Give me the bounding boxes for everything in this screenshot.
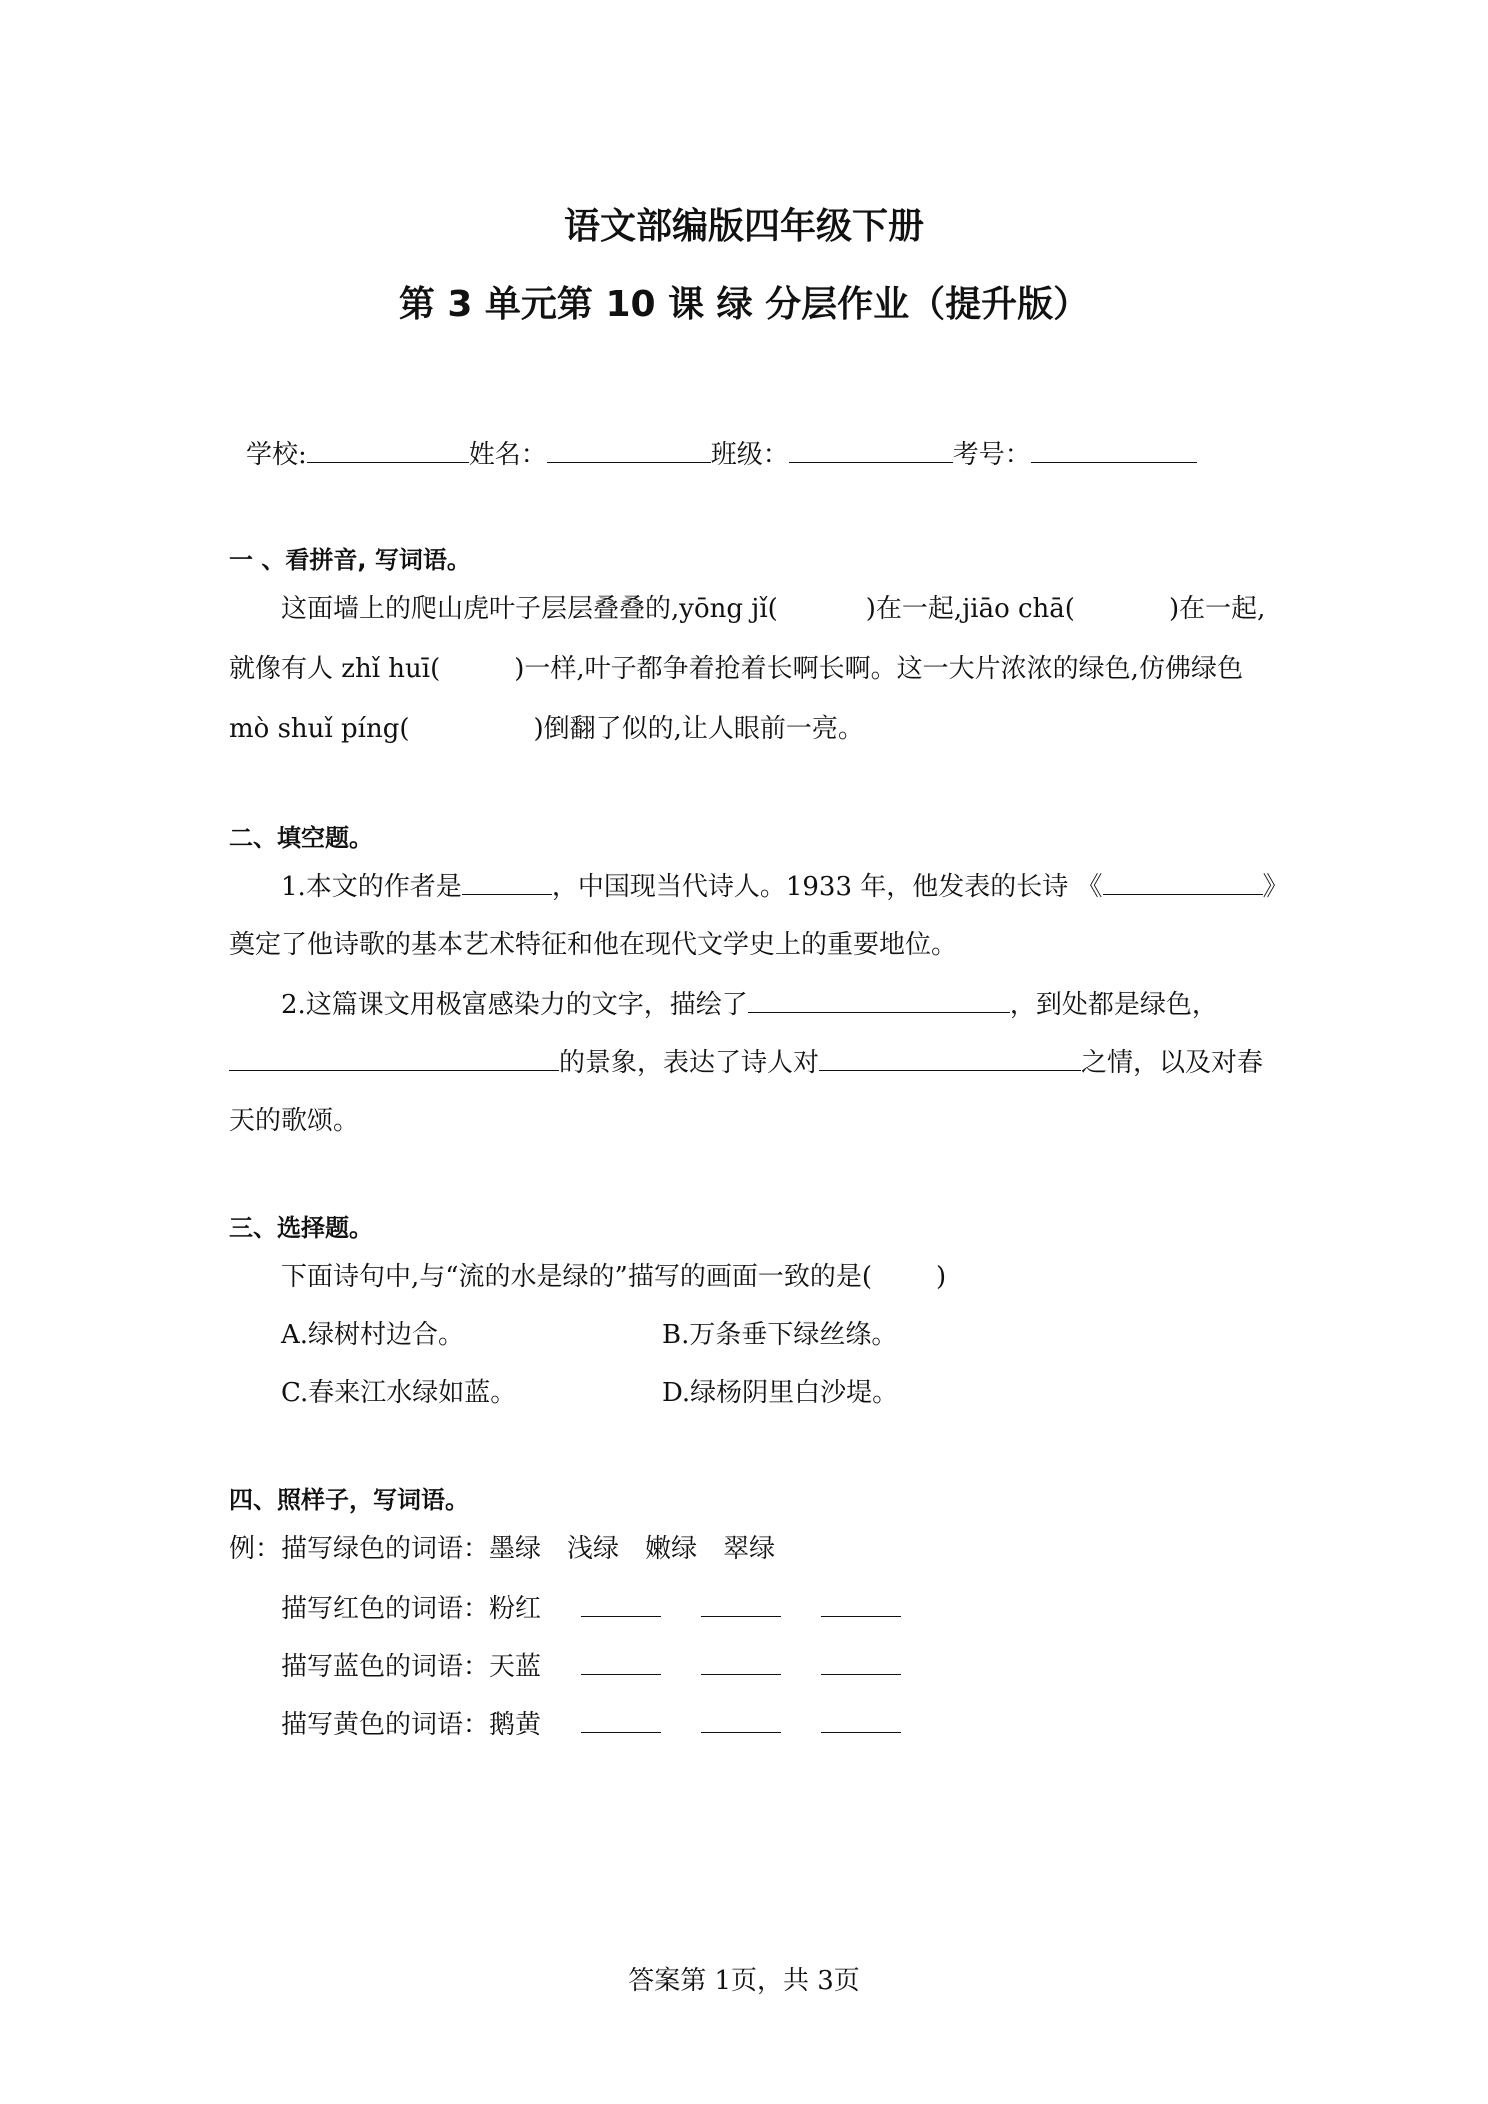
section2-q1: 1.本文的作者是 ，中国现当代诗人。1933 年，他发表的长诗 《 》	[281, 872, 1289, 902]
word-blank[interactable]	[581, 1652, 661, 1675]
poem-title-blank[interactable]	[1103, 870, 1263, 895]
option-b[interactable]: B.万条垂下绿丝绦。	[662, 1320, 898, 1350]
section1-line1: 这面墙上的爬山虎叶子层层叠叠的,yōng jǐ( )在一起,jiāo chā( )在一起,	[281, 594, 1266, 624]
exam-no-label: 考号：	[952, 440, 1031, 470]
section2-q1-line2: 奠定了他诗歌的基本艺术特征和他在现代文学史上的重要地位。	[229, 930, 958, 960]
word-blank[interactable]	[821, 1652, 901, 1675]
page-footer: 答案第 1页，共 3页	[628, 1966, 860, 1996]
page-title: 语文部编版四年级下册	[563, 206, 924, 247]
option-d[interactable]: D.绿杨阴里白沙堤。	[662, 1378, 899, 1408]
section1-line2: 就像有人 zhǐ huī( )一样,叶子都争着抢着长啊长啊。这一大片浓浓的绿色,仿佛绿色	[229, 654, 1243, 684]
school-blank[interactable]	[307, 438, 469, 463]
option-a[interactable]: A.绿树村边合。	[281, 1320, 465, 1350]
scene-blank[interactable]	[748, 988, 1010, 1013]
name-blank[interactable]	[547, 438, 711, 463]
word-blank[interactable]	[581, 1594, 661, 1617]
class-blank[interactable]	[789, 438, 953, 463]
word-blank[interactable]	[821, 1594, 901, 1617]
option-c[interactable]: C.春来江水绿如蓝。	[281, 1378, 517, 1408]
word-blank[interactable]	[701, 1594, 781, 1617]
description-blank[interactable]	[229, 1046, 559, 1071]
section2-q2-line3: 天的歌颂。	[229, 1106, 360, 1136]
word-blank[interactable]	[581, 1710, 661, 1733]
author-blank[interactable]	[462, 870, 552, 895]
word-blank[interactable]	[821, 1710, 901, 1733]
section3-heading: 三、选择题。	[229, 1214, 373, 1242]
school-label: 学校:	[246, 440, 307, 470]
exam-no-blank[interactable]	[1031, 438, 1197, 463]
section2-q2: 2.这篇课文用极富感染力的文字，描绘了 ，到处都是绿色，	[281, 990, 1218, 1020]
word-blank[interactable]	[701, 1652, 781, 1675]
blue-words-row: 描写蓝色的词语：天蓝	[281, 1646, 901, 1683]
word-blank[interactable]	[701, 1710, 781, 1733]
red-words-row: 描写红色的词语：粉红	[281, 1588, 901, 1625]
example-row: 例：描写绿色的词语：墨绿 浅绿 嫩绿 翠绿	[229, 1534, 776, 1564]
name-label: 姓名：	[468, 440, 547, 470]
page-subtitle: 第 3 单元第 10 课 绿 分层作业（提升版）	[398, 284, 1090, 325]
section3-question: 下面诗句中,与“流的水是绿的”描写的画面一致的是( )	[281, 1262, 947, 1292]
section1-line3: mò shuǐ píng( )倒翻了似的,让人眼前一亮。	[229, 714, 864, 744]
section1-heading: 一 、看拼音, 写词语。	[229, 546, 471, 574]
section2-q2-line2: 的景象，表达了诗人对 之情，以及对春	[229, 1042, 1263, 1079]
section2-heading: 二、填空题。	[229, 824, 373, 852]
student-info-line	[246, 434, 1197, 471]
section4-heading: 四、照样子，写词语。	[229, 1486, 469, 1514]
class-label: 班级：	[710, 440, 789, 470]
emotion-blank[interactable]	[819, 1046, 1081, 1071]
yellow-words-row: 描写黄色的词语：鹅黄	[281, 1704, 901, 1741]
